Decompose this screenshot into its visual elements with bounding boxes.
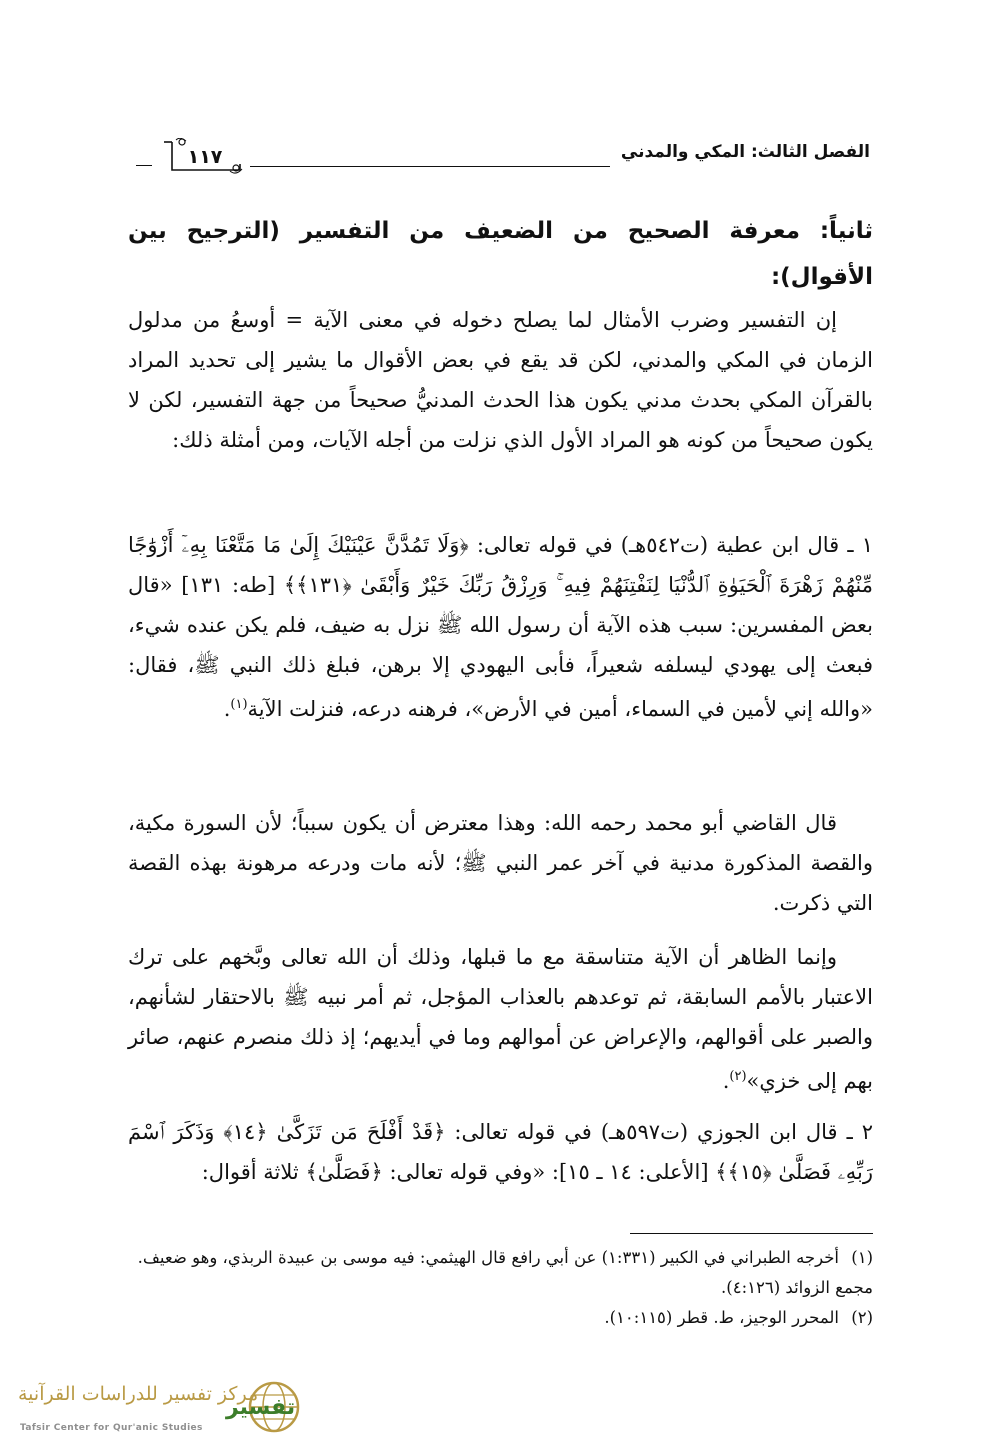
page-header <box>130 120 870 180</box>
page-number: ١١٧ <box>187 146 223 168</box>
paragraph-zahir-text: وإنما الظاهر أن الآية متناسقة مع ما قبلها، وذلك أن الله تعالى وبَّخهم على ترك الاعتبار بالأمم السابقة، ثم توعدهم بالعذاب المؤجل، ثم أمر نبيه ﷺ بالاحتقار لشأنهم، والصبر على أقوالهم، والإعراض عن أموالهم وما في أيديهم؛ إذ ذلك منصرم عنهم، صائر بهم إلى خزي» <box>128 945 873 1093</box>
footnote-ref-1[interactable]: (١) <box>230 697 248 712</box>
paragraph-example-1-text: ١ ـ قال ابن عطية (ت٥٤٢هـ) في قوله تعالى: ﴿وَلَا تَمُدَّنَّ عَيْنَيْكَ إِلَىٰ مَا مَتَّعْنَا بِهِۦٓ أَزْوَٰجًا مِّنْهُمْ زَهْرَةَ ٱلْحَيَوٰةِ ٱلدُّنْيَا لِنَفْتِنَهُمْ فِيهِ ۚ وَرِزْقُ رَبِّكَ خَيْرٌ وَأَبْقَىٰ ﴿١٣١﴾﴾ [طه: ١٣١] «قال بعض المفسرين: سبب هذه الآية أن رسول الله ﷺ نزل به ضيف، فلم يكن عنده شيء، فبعث إلى يهودي ليسلفه شعيراً، فأبى اليهودي إلا برهن، فبلغ ذلك النبي ﷺ، فقال: «والله إني لأمين في السماء، أمين في الأرض»، فرهنه درعه، فنزلت الآية <box>128 533 873 721</box>
footnote-1-text: أخرجه الطبراني في الكبير (١:٣٣١) عن أبي رافع قال الهيثمي: فيه موسى بن عبيدة الربذي، وهو ضعيف. مجمع الزوائد (٤:١٢٦). <box>137 1248 873 1297</box>
footnote-1-number: (١) <box>851 1248 873 1267</box>
footnote-2-number: (٢) <box>851 1308 873 1327</box>
footnotes <box>128 1243 873 1333</box>
paragraph-example-1 <box>128 525 873 729</box>
paragraph-example-2 <box>128 1112 873 1192</box>
paragraph-intro-text: إن التفسير وضرب الأمثال لما يصلح دخوله في معنى الآية = أوسعُ من مدلول الزمان في المكي والمدني، لكن قد يقع في بعض الأقوال ما يشير إلى تحديد المراد بالقرآن المكي بحدث مدني يكون هذا الحدث المدنيُّ صحيحاً من جهة التفسير، لكن لا يكون صحيحاً من كونه هو المراد الأول الذي نزلت من أجله الآيات، ومن أمثلة ذلك: <box>128 308 873 452</box>
paragraph-example-2-text: ٢ ـ قال ابن الجوزي (ت٥٩٧هـ) في قوله تعالى: ﴿قَدْ أَفْلَحَ مَن تَزَكَّىٰ ﴿١٤﴾ وَذَكَرَ ٱسْمَ رَبِّهِۦ فَصَلَّىٰ ﴿١٥﴾﴾ [الأعلى: ١٤ ـ ١٥]: «وفي قوله تعالى: ﴿فَصَلَّىٰ﴾ ثلاثة أقوال: <box>128 1120 873 1184</box>
paragraph-zahir <box>128 937 873 1101</box>
page-number-frame <box>160 138 244 172</box>
footnote-rule <box>630 1233 873 1234</box>
footnote-2 <box>128 1303 873 1333</box>
header-dash <box>136 165 152 166</box>
paragraph-zahir-end: . <box>722 1069 730 1093</box>
footnote-ref-2[interactable]: (٢) <box>729 1069 747 1084</box>
logo-english-name: Tafsir Center for Qur'anic Studies <box>20 1423 203 1433</box>
footnote-1 <box>128 1243 873 1303</box>
paragraph-qadi-text: قال القاضي أبو محمد رحمه الله: وهذا معترض أن يكون سبباً؛ لأن السورة مكية، والقصة المذكورة مدنية في آخر عمر النبي ﷺ؛ لأنه مات ودرعه مرهونة بهذه القصة التي ذكرت. <box>128 811 873 915</box>
logo-arabic-name: مركز تفسير للدراسات القرآنية <box>18 1383 259 1405</box>
tafsir-center-logo <box>0 1375 305 1445</box>
paragraph-qadi <box>128 803 873 923</box>
paragraph-intro <box>128 300 873 460</box>
paragraph-example-1-end: . <box>223 697 231 721</box>
footnote-2-text: المحرر الوجيز، ط. قطر (١٠:١١٥). <box>604 1308 839 1327</box>
header-rule <box>250 166 610 167</box>
logo-mark-word: تفسير <box>226 1395 296 1420</box>
running-title: الفصل الثالث: المكي والمدني <box>620 142 870 162</box>
section-heading: ثانياً: معرفة الصحيح من الضعيف من التفسير (الترجيح بين الأقوال): <box>128 218 873 290</box>
